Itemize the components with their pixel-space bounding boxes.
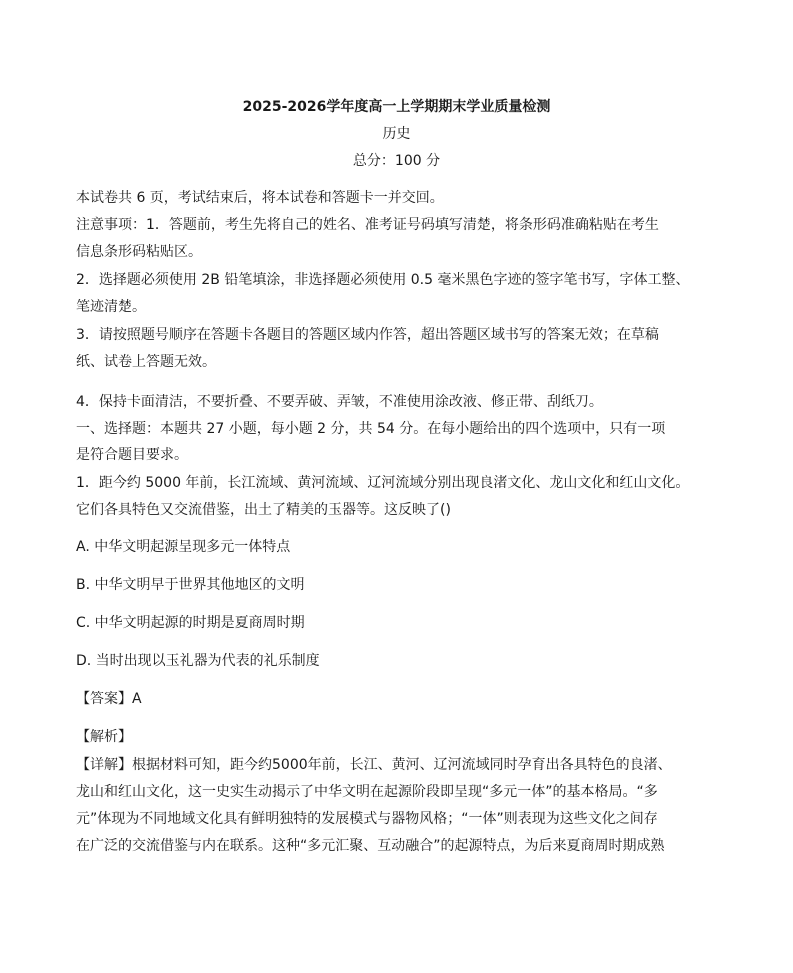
note-3-line-2: 纸、试卷上答题无效。 <box>76 354 216 370</box>
analysis-label: 【解析】 <box>76 729 132 745</box>
option-c: C. 中华文明起源的时期是夏商周时期 <box>76 615 305 631</box>
note-1-line-2: 信息条形码粘贴区。 <box>76 244 202 260</box>
question-stem-line-1: 1．距今约 5000 年前，长江流域、黄河流域、辽河流域分别出现良渚文化、龙山文化和红山文化。 <box>76 475 690 491</box>
note-3-line-1: 3．请按照题号顺序在答题卡各题目的答题区域内作答，超出答题区域书写的答案无效；在草稿 <box>76 327 659 343</box>
note-2-line-1: 2．选择题必须使用 2B 铅笔填涂，非选择题必须使用 0.5 毫米黑色字迹的签字笔书写，字体工整、 <box>76 272 690 288</box>
option-a: A. 中华文明起源呈现多元一体特点 <box>76 539 291 555</box>
answer-label: 【答案】A <box>76 691 142 707</box>
detail-line-4: 在广泛的交流借鉴与内在联系。这种“多元汇聚、互动融合”的起源特点，为后来夏商周时期成熟 <box>76 838 665 854</box>
detail-line-2: 龙山和红山文化，这一史实生动揭示了中华文明在起源阶段即呈现“多元一体”的基本格局。“多 <box>76 784 658 800</box>
detail-line-3: 元”体现为不同地域文化具有鲜明独特的发展模式与器物风格；“一体”则表现为这些文化之间存 <box>76 811 658 827</box>
section-heading-line-2: 是符合题目要求。 <box>76 447 188 463</box>
exam-title: 2025-2026学年度高一上学期期末学业质量检测 <box>242 99 551 115</box>
detail-line-1: 【详解】根据材料可知，距今约5000年前，长江、黄河、辽河流域同时孕育出各具特色的良渚、 <box>76 757 672 773</box>
instructions-intro: 本试卷共 6 页，考试结束后，将本试卷和答题卡一并交回。 <box>76 190 444 206</box>
question-stem-line-2: 它们各具特色又交流借鉴，出土了精美的玉器等。这反映了() <box>76 502 451 518</box>
note-2-line-2: 笔迹清楚。 <box>76 299 146 315</box>
note-1-line-1: 注意事项：1．答题前，考生先将自己的姓名、准考证号码填写清楚，将条形码准确粘贴在考生 <box>76 217 659 233</box>
total-score: 总分：100 分 <box>352 153 441 169</box>
subject-title: 历史 <box>382 126 411 142</box>
option-d: D. 当时出现以玉礼器为代表的礼乐制度 <box>76 653 320 669</box>
note-4: 4．保持卡面清洁，不要折叠、不要弄破、弄皱，不准使用涂改液、修正带、刮纸刀。 <box>76 394 603 410</box>
section-heading-line-1: 一、选择题：本题共 27 小题，每小题 2 分，共 54 分。在每小题给出的四个选项中，只有一项 <box>76 421 666 437</box>
option-b: B. 中华文明早于世界其他地区的文明 <box>76 577 305 593</box>
